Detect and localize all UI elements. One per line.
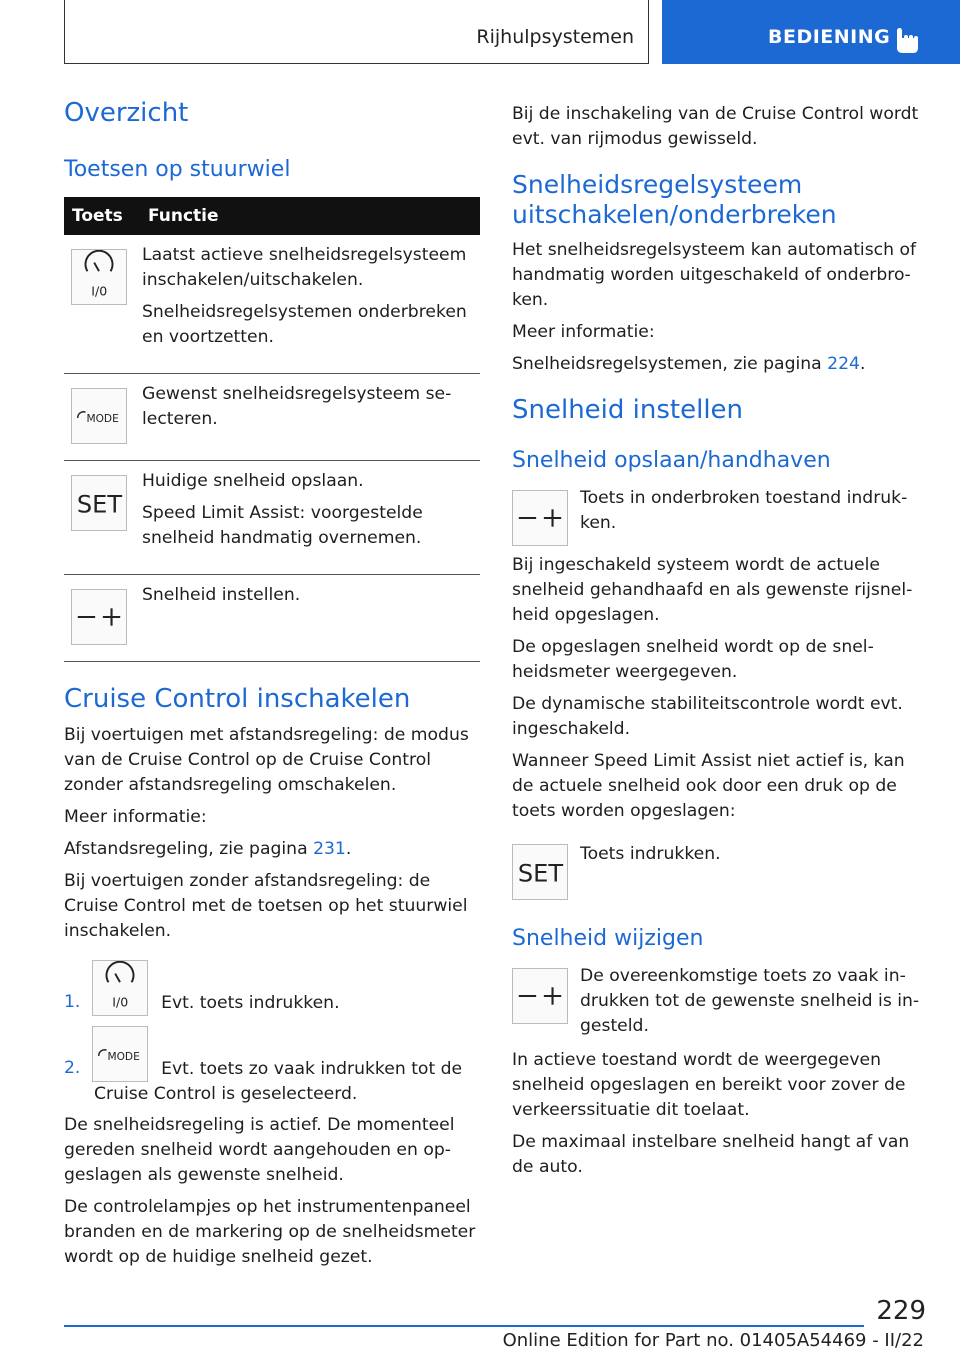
col-header-toets: Toets xyxy=(64,197,140,235)
paragraph: Bij ingeschakeld systeem wordt de actuele snelheid gehandhaafd en als gewenste rijsnelheid opgeslagen. xyxy=(512,555,913,626)
mode-icon xyxy=(92,1026,148,1082)
paragraph: Bij voertuigen zonder afstandsregeling: de Cruise Control met de toetsen op het stuurwiel inschakelen. xyxy=(64,870,468,941)
heading-wijzigen: Snelheid wijzigen xyxy=(512,926,704,952)
mode-icon xyxy=(71,388,127,444)
steps-list xyxy=(64,960,480,1107)
minus-plus-icon xyxy=(71,589,127,645)
paragraph: De controlelampjes op het instrumentenpaneel branden en de markering op de snelheidsmeter wordt op de huidige snelheid gezet. xyxy=(64,1196,476,1267)
table-row xyxy=(64,461,480,575)
edition-text: Online Edition for Part no. 01405A54469 - II/22 xyxy=(502,1330,924,1351)
minus-plus-icon xyxy=(512,968,568,1024)
table-row xyxy=(64,575,480,662)
icon-instruction: Toets in onderbroken toestand indrukken. xyxy=(512,486,928,544)
heading-opslaan: Snelheid opslaan/handhaven xyxy=(512,447,831,473)
heading-overzicht: Overzicht xyxy=(64,98,189,128)
paragraph-reference: Afstandsregeling, zie pagina 231. xyxy=(64,838,352,859)
header-section-box xyxy=(64,0,649,64)
list-item: 2. MODE Evt. toets zo vaak indrukken tot de Cruise Control is geselecteerd. xyxy=(64,1026,480,1107)
heading-snelheid-instellen: Snelheid instellen xyxy=(512,395,744,425)
keys-table xyxy=(64,197,480,662)
left-column xyxy=(64,98,480,1277)
function-text: Snelheid instellen. xyxy=(142,585,301,606)
page-link-231[interactable]: 231 xyxy=(313,838,346,859)
paragraph: De dynamische stabiliteitscontrole wordt evt. ingeschakeld. xyxy=(512,694,903,740)
function-text: Huidige snelheid opslaan. xyxy=(142,471,364,492)
function-text: Speed Limit Assist: voorgestelde snelheid handmatig overnemen. xyxy=(142,503,423,549)
heading-toetsen: Toetsen op stuurwiel xyxy=(64,156,291,182)
list-item: 1. I/0 Evt. toets indrukken. xyxy=(64,960,480,1016)
paragraph: Wanneer Speed Limit Assist niet actief is, kan de actuele snelheid ook door een druk op de toets worden opgeslagen: xyxy=(512,751,905,822)
paragraph: Bij de inschakeling van de Cruise Control wordt evt. van rijmodus gewisseld. xyxy=(512,104,919,149)
svg-text:I/0: I/0 xyxy=(112,994,129,1010)
table-row xyxy=(64,374,480,461)
paragraph: De opgeslagen snelheid wordt op de snelheidsmeter weergegeven. xyxy=(512,637,874,683)
function-text: Snelheidsregelsystemen onderbreken en voortzetten. xyxy=(142,302,467,348)
icon-instruction: SET Toets indrukken. xyxy=(512,842,928,904)
svg-text:MODE: MODE xyxy=(86,412,119,425)
paragraph: De maximaal instelbare snelheid hangt af van de auto. xyxy=(512,1132,910,1178)
paragraph: De snelheidsregeling is actief. De momenteel gereden snelheid wordt aangehouden en opgeslagen als gewenste snelheid. xyxy=(64,1114,455,1185)
right-column xyxy=(512,102,928,1187)
icon-instruction: De overeenkomstige toets zo vaak indrukken tot de gewenste snelheid is ingesteld. xyxy=(512,964,928,1039)
table-row xyxy=(64,235,480,374)
function-text: Gewenst snelheidsregelsysteem selecteren. xyxy=(142,384,452,430)
page-number: 229 xyxy=(876,1296,926,1326)
chapter-title: BEDIENING xyxy=(768,26,891,48)
heading-cruise-control: Cruise Control inschakelen xyxy=(64,684,411,715)
minus-plus-icon xyxy=(512,490,568,546)
page-link-224[interactable]: 224 xyxy=(827,354,860,374)
col-header-functie: Functie xyxy=(140,197,480,235)
paragraph-reference: Snelheidsregelsystemen, zie pagina 224. xyxy=(512,354,866,374)
svg-text:SET: SET xyxy=(517,859,564,888)
paragraph: In actieve toestand wordt de weergegeven snelheid opgeslagen en bereikt voor zover de verkeerssituatie dit toelaat. xyxy=(512,1050,906,1121)
paragraph: Meer informatie: xyxy=(64,806,207,827)
pointing-hand-icon xyxy=(894,26,920,54)
speed-limiter-icon xyxy=(92,960,148,1016)
heading-uitschakelen: Snelheidsregelsysteem uitschakelen/onderbreken xyxy=(512,170,837,229)
footer-divider xyxy=(64,1325,864,1327)
paragraph: Meer informatie: xyxy=(512,322,655,342)
set-icon xyxy=(512,844,568,900)
speed-limiter-icon xyxy=(71,249,127,305)
svg-text:I/0: I/0 xyxy=(91,283,108,299)
header-chapter-box xyxy=(662,0,960,64)
set-icon xyxy=(71,475,127,531)
paragraph: Bij voertuigen met afstandsregeling: de modus van de Cruise Control op de Cruise Control zonder afstandsregeling omschakelen. xyxy=(64,724,469,795)
svg-text:SET: SET xyxy=(76,490,123,519)
function-text: Laatst actieve snelheidsregelsysteem inschakelen/uitschakelen. xyxy=(142,245,467,291)
paragraph: Het snelheidsregelsysteem kan automatisch of handmatig worden uitgeschakeld of onderbroken. xyxy=(512,240,917,310)
svg-text:MODE: MODE xyxy=(107,1050,140,1063)
section-title: Rijhulpsystemen xyxy=(476,26,634,48)
